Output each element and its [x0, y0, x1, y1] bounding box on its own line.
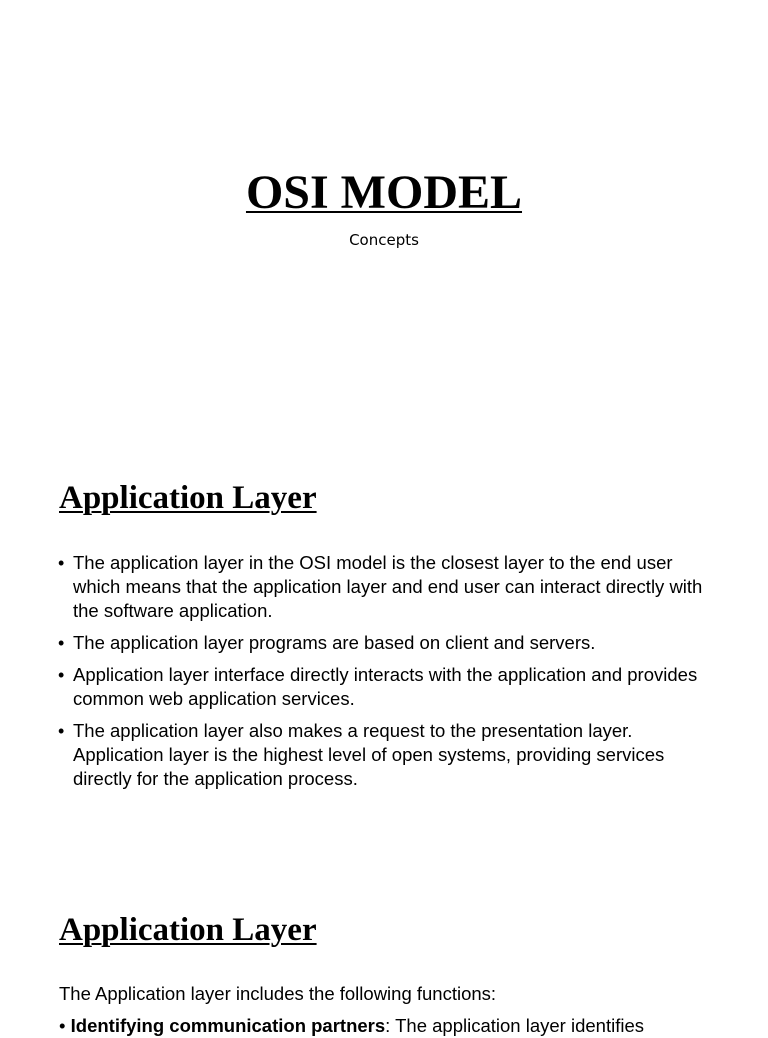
page-title: OSI MODEL: [245, 166, 523, 219]
bullet-icon: •: [58, 553, 65, 573]
list-item: [58, 631, 718, 655]
bullet-icon: •: [58, 665, 65, 685]
bullet-list: [58, 551, 718, 799]
bullet-icon: •: [58, 633, 65, 653]
bullet-icon: •: [58, 721, 65, 741]
intro-text: The Application layer includes the following functions:: [59, 983, 497, 1004]
list-item: [59, 1014, 759, 1038]
bullet-text: : The application layer identifies: [385, 1015, 644, 1036]
bullet-icon: •: [59, 1015, 71, 1036]
section-heading: Application Layer: [59, 912, 317, 948]
bullet-text: The application layer also makes a request to the presentation layer. Application layer is the highest level of open systems, providing services directly for the application process.: [73, 720, 665, 789]
title-slide: [0, 0, 768, 430]
bullet-text: Application layer interface directly interacts with the application and provides common web application services.: [73, 664, 698, 709]
application-layer-slide-1: [0, 430, 768, 860]
bullet-text: The application layer programs are based on client and servers.: [73, 632, 596, 653]
list-item: [58, 663, 718, 711]
page-subtitle: Concepts: [349, 231, 419, 249]
section-heading: Application Layer: [59, 480, 317, 516]
bullet-bold-text: Identifying communication partners: [70, 1015, 386, 1036]
list-item: [58, 551, 718, 623]
list-item: [58, 719, 718, 791]
application-layer-slide-2: [0, 860, 768, 1036]
bullet-text: The application layer in the OSI model is the closest layer to the end user which means that the application layer and end user can interact directly with the software application.: [73, 552, 703, 621]
